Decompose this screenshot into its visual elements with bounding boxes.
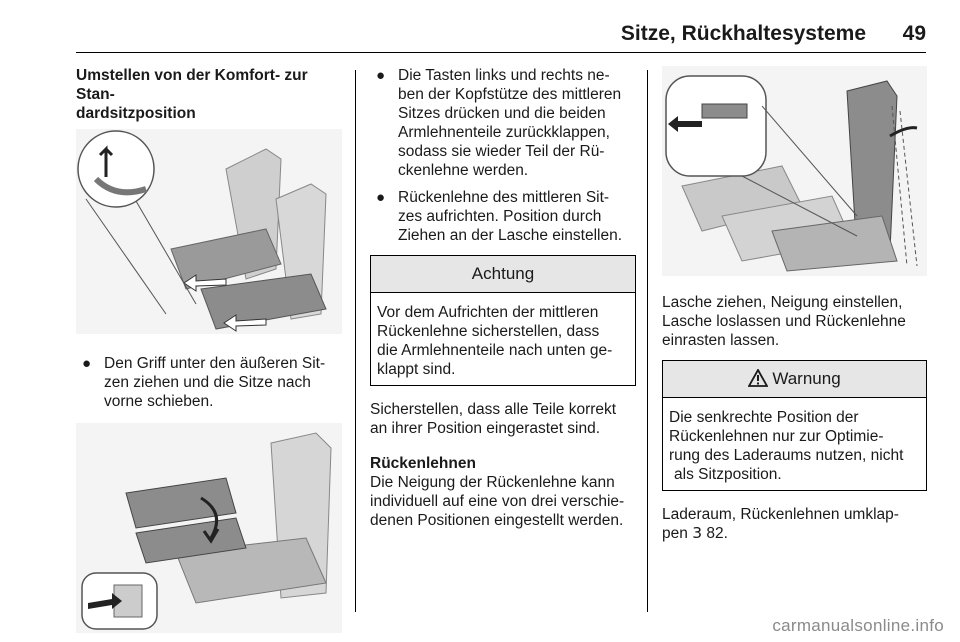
page-number: 49 [902,22,926,45]
bullet-line: Ziehen an der Lasche einstellen. [398,227,623,244]
caution-line: Rückenlehne sicherstellen, dass [377,323,600,340]
bullet-line: Rückenlehne des mittleren Sit- [398,189,610,206]
armrest-fold-illustration [76,423,342,633]
bullet-icon: ● [376,67,386,84]
section-heading-backrests: Rückenlehnen [370,455,476,472]
caution-line: Vor dem Aufrichten der mittleren [377,304,599,321]
instruction-bullet [370,188,636,245]
heading-line: Umstellen von der Komfort- zur Stan- [76,67,308,103]
column-divider-2 [647,70,648,612]
paragraph-line: Die Neigung der Rückenlehne kann [370,474,615,491]
bullet-line: Die Tasten links und rechts ne- [398,67,610,84]
seat-slide-illustration [76,129,342,334]
page-header [76,22,926,50]
instruction-bullet [76,354,342,411]
watermark: carmanualsonline.info [772,616,944,635]
backrest-tilt-illustration [662,66,927,276]
bullet-line: Sitzes drücken und die beiden [398,105,606,122]
paragraph-backrest-tilt [370,473,636,530]
paragraph-line: einrasten lassen. [662,332,780,349]
warning-line: rung des Laderaums nutzen, nicht [669,447,904,464]
column-divider-1 [355,70,356,612]
paragraph-line: Lasche loslassen und Rückenlehne [662,313,906,330]
paragraph-line [662,524,927,543]
paragraph-line: an ihrer Position eingerastet sind. [370,420,601,437]
warning-body [663,398,926,490]
warning-box [662,360,927,491]
bullet-line: zen ziehen und die Sitze nach [104,374,311,391]
bullet-icon: ● [376,189,386,206]
warning-line: als Sitzposition. [674,466,782,483]
ref-text: pen [662,525,688,542]
caution-line: die Armlehnenteile nach unten ge- [377,342,613,359]
bullet-icon: ● [82,355,92,372]
bullet-line: Armlehnenteile zurückklappen, [398,124,610,141]
page-title: Sitze, Rückhaltesysteme [620,22,866,45]
caution-title: Achtung [371,256,635,293]
column-2 [370,66,636,530]
paragraph-line: Lasche ziehen, Neigung einstellen, [662,294,903,311]
warning-line: Die senkrechte Position der [669,409,859,426]
paragraph-line: denen Positionen eingestellt werden. [370,512,624,529]
column-3 [662,66,927,543]
bullet-line: sodass sie wieder Teil der Rü- [398,143,605,160]
warning-line: Rückenlehnen nur zur Optimie- [669,428,884,445]
paragraph-line: individuell auf eine von drei verschie- [370,493,625,510]
paragraph-check-parts [370,400,636,438]
bullet-line: zes aufrichten. Position durch [398,208,602,225]
section-heading-comfort-to-standard [76,66,342,123]
paragraph-cargo-ref [662,505,927,543]
instruction-bullet [370,66,636,180]
bullet-line: ben der Kopfstütze des mittleren [398,86,622,103]
caution-body [371,293,635,385]
bullet-line: vorne schieben. [104,393,214,410]
bullet-line: Den Griff unter den äußeren Sit- [104,355,326,372]
bullet-line: ckenlehne werden. [398,162,529,179]
caution-line: klappt sind. [377,361,456,378]
warning-title: Warnung [772,369,841,388]
paragraph-pull-tab [662,293,927,350]
paragraph-line: Laderaum, Rückenlehnen umklap- [662,506,899,523]
page-ref-arrow-icon[interactable]: 3 [692,524,703,542]
heading-line: dardsitzposition [76,105,196,122]
column-1 [76,66,342,633]
warning-header [663,361,926,398]
header-rule [76,52,926,53]
page-ref-link[interactable]: 82. [706,525,728,542]
warning-triangle-icon [748,369,768,387]
paragraph-line: Sicherstellen, dass alle Teile korrekt [370,401,617,418]
caution-box [370,255,636,386]
